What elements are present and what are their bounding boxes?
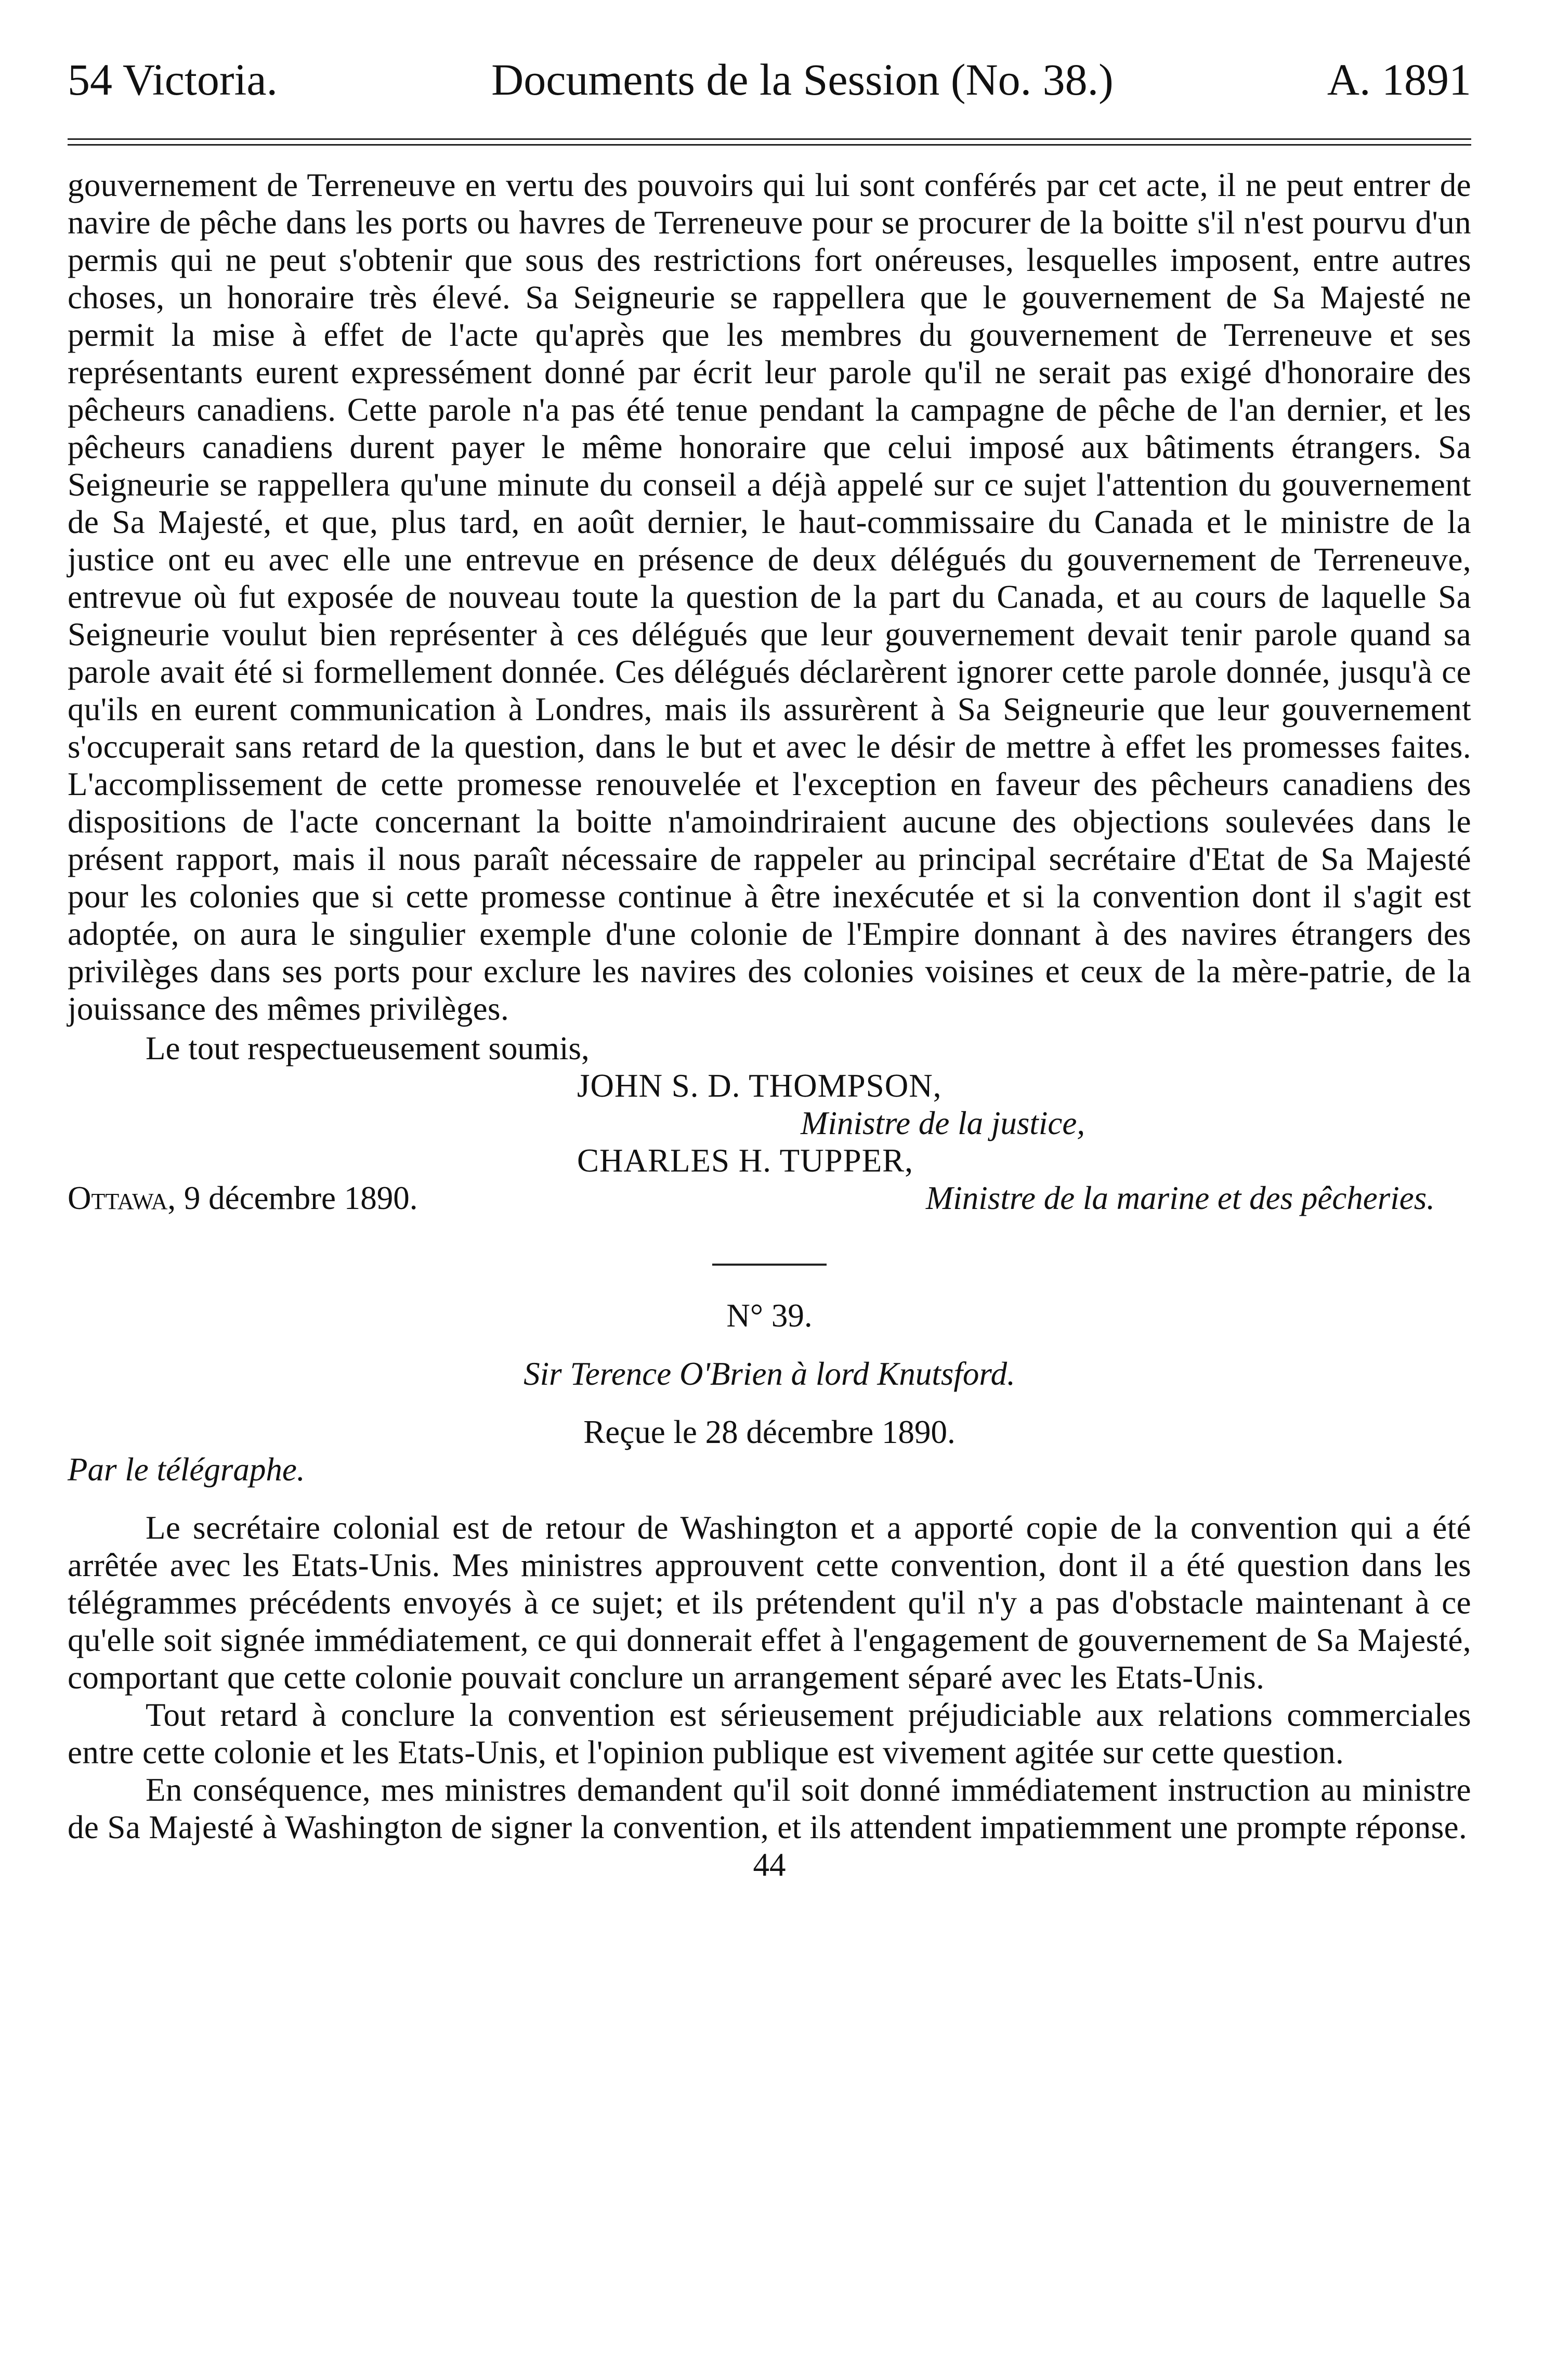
place-name: Ottawa, — [68, 1180, 176, 1216]
report-paragraph: gouvernement de Terreneuve en vertu des pouvoirs qui lui sont conférés par cet acte, il ne peut entrer de navire de pêche dans les ports ou havres de Terreneuve pour se procurer de la boitte s'il n'est pourvu d'un permis qui ne peut s'obtenir que sous des restrictions fort onéreuses, lesquelles imposent, entre autres choses, un honoraire très élevé. Sa Seigneurie se rappellera que le gouvernement de Sa Majesté ne permit la mise à effet de l'acte qu'après que les membres du gouvernement de Terreneuve et ses représentants eurent expressément donné par écrit leur parole qu'il ne serait pas exigé d'honoraire des pêcheurs canadiens. Cette parole n'a pas été tenue pendant la campagne de pêche de l'an dernier, et les pêcheurs canadiens durent payer le même honoraire que celui imposé aux bâtiments étrangers. Sa Seigneurie se rappellera qu'une minute du conseil a déjà appelé sur ce sujet l'attention du gouvernement de Sa Majesté, et que, plus tard, en août dernier, le haut-commissaire du Canada et le ministre de la justice ont eu avec elle une entrevue en présence de deux délégués du gouvernement de Terreneuve, entrevue où fut exposée de nouveau toute la question de la part du Canada, et au cours de laquelle Sa Seigneurie voulut bien représenter à ces délégués que leur gouvernement devait tenir parole quand sa parole avait été si formellement donnée. Ces délégués déclarèrent ignorer cette parole donnée, jusqu'à ce qu'ils en eurent communication à Londres, mais ils assurèrent à Sa Seigneurie que leur gouvernement s'occuperait sans retard de la question, dans le but et avec le désir de mettre à effet les promesses faites. L'accomplissement de cette promesse renouvelée et l'exception en faveur des pêcheurs canadiens des dispositions de l'acte concernant la boitte n'amoindriraient aucune des objections soulevées dans le présent rapport, mais il nous paraît nécessaire de rappeler au principal secrétaire d'Etat de Sa Majesté pour les colonies que si cette promesse continue à être inexécutée et si la convention dont il s'agit est adoptée, on aura le singulier exemple d'une colonie de l'Empire donnant à des navires étrangers des privilèges dans ses ports pour exclure les navires des colonies voisines et ceux de la mère-patrie, de la jouissance des mêmes privilèges. — [68, 167, 1471, 1027]
section-divider — [712, 1264, 827, 1266]
header-regnal-year: 54 Victoria. — [68, 55, 278, 105]
telegram-paragraph-3: En conséquence, mes ministres demandent qu'il soit donné immédiatement instruction au ministre de Sa Majesté à Washington de signer la convention, et ils attendent impatiemment une prompte réponse. — [68, 1772, 1471, 1845]
page-number: 44 — [753, 1846, 786, 1883]
telegram-paragraph-1: Le secrétaire colonial est de retour de Washington et a apporté copie de la convention qui a été arrêtée avec les Etats-Unis. Mes ministres approuvent cette convention, dont il a été question dans les télégrammes précédents envoyés à ce sujet; et ils prétendent qu'il n'y a pas d'obstacle maintenant à ce qu'elle soit signée immédiatement, ce qui donnerait effet à l'engagement de gouvernement de Sa Majesté, comportant que cette colonie pouvait conclure un arrangement séparé avec les Etats-Unis. — [68, 1510, 1471, 1696]
signatory-thompson-title: Ministre de la justice, — [801, 1105, 1085, 1141]
signatory-tupper: CHARLES H. TUPPER, — [577, 1142, 913, 1179]
place-date-row — [68, 1179, 1471, 1217]
telegram-paragraph-2: Tout retard à conclure la convention est sérieusement préjudiciable aux relations commerciales entre cette colonie et les Etats-Unis, et l'opinion publique est vivement agitée sur cette question. — [68, 1697, 1471, 1771]
document-page — [68, 57, 1471, 1883]
report-date: 9 décembre 1890. — [184, 1180, 418, 1216]
header-year: A. 1891 — [1327, 55, 1471, 105]
signatory-thompson: JOHN S. D. THOMPSON, — [577, 1068, 942, 1104]
header-session-title: Documents de la Session (No. 38.) — [491, 55, 1114, 105]
signatory-tupper-title: Ministre de la marine et des pêcheries. — [925, 1180, 1435, 1216]
document-number: N° 39. — [726, 1297, 813, 1334]
correspondence-heading: Sir Terence O'Brien à lord Knutsford. — [524, 1356, 1015, 1392]
header-double-rule — [68, 138, 1471, 146]
page-header — [68, 55, 1471, 105]
place-date — [68, 1179, 418, 1217]
transmission-method: Par le télégraphe. — [68, 1451, 305, 1488]
received-date: Reçue le 28 décembre 1890. — [583, 1414, 956, 1450]
closing-line: Le tout respectueusement soumis, — [146, 1030, 590, 1067]
